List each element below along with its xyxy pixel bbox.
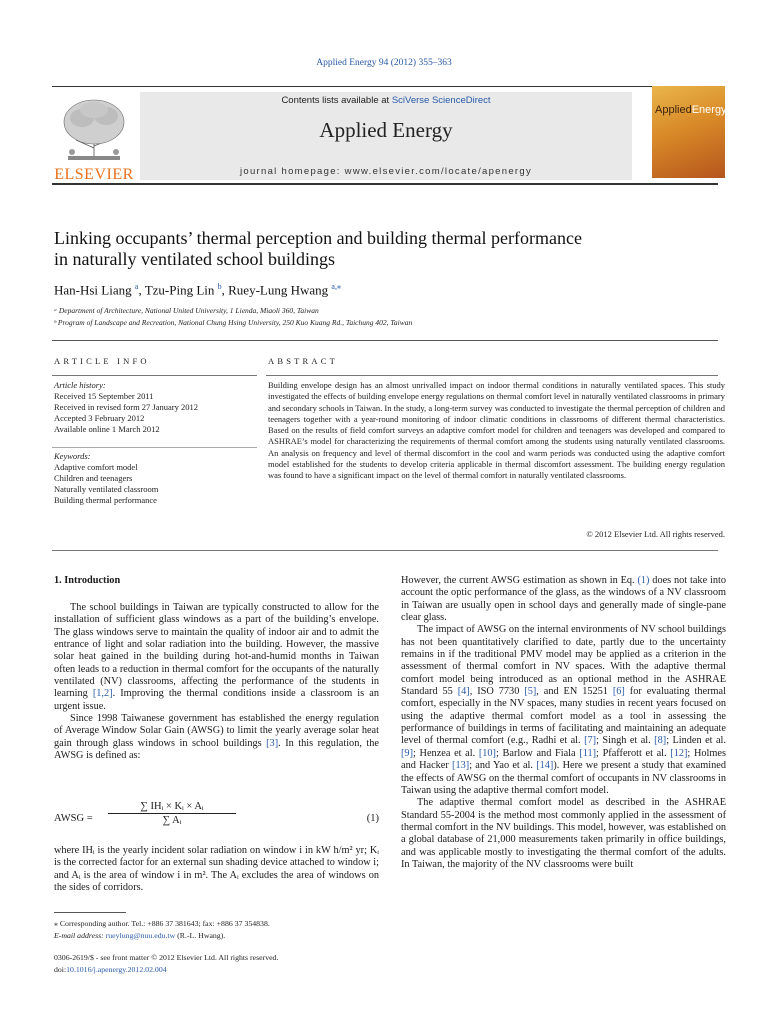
email-footnote <box>54 930 379 942</box>
author-name[interactable]: Ruey-Lung Hwang <box>228 282 329 298</box>
email-label: E-mail address: <box>54 931 106 940</box>
citation-link[interactable]: [14] <box>536 760 554 772</box>
keyword: Naturally ventilated classroom <box>54 484 159 494</box>
corresponding-author-footnote: ⁎ Corresponding author. Tel.: +886 37 381643; fax: +886 37 354838. <box>54 919 270 928</box>
paragraph: The adaptive thermal comfort model as described in the ASHRAE Standard 55-2004 is the method most commonly applied in the assessment of thermal comfort in the NV buildings. This model, however, was established on a global database of 21,000 measurements taken primarily in office buildings, and was applicable mostly to investigating the thermal comfort of the adults. In Taiwan, the majority of the NV classrooms were built <box>401 797 726 870</box>
equation-link[interactable]: (1) <box>637 575 650 586</box>
contents-availability <box>140 95 632 106</box>
equation-number: (1) <box>366 813 379 824</box>
paragraph-text: , and EN 15251 <box>536 686 613 698</box>
history-item: Received in revised form 27 January 2012 <box>54 402 198 412</box>
title-line-2: in naturally ventilated school buildings <box>54 249 335 269</box>
affiliation-a: ᵃ Department of Architecture, National United University, 1 Lienda, Miaoli 360, Taiwan <box>54 306 319 315</box>
paragraph-text: for evaluating thermal comfort, especially in the NV spaces, many studies in recent years focused on using the adaptive thermal comfort model as a tool in assessing the performance of buildings in terms of facilitating and maintaining an adequate level of thermal comfort (e.g., Radhi et al. <box>401 686 726 747</box>
equation-lhs: AWSG = <box>54 813 93 824</box>
paragraph-text: ; Henzea et al. <box>413 747 479 759</box>
paragraph-text: The impact of AWSG on the internal environments of NV school buildings has not been quantitatively clarified to date, partly due to the uncertainty remains in if the traditional PMV model may be applied as a criterion in the assessment of thermal comfort in NV spaces. With the adaptive thermal comfort model being introduced as an optional method in the ASHRAE Standard 55 <box>401 624 726 698</box>
issn-line: 0306-2619/$ - see front matter © 2012 Elsevier Ltd. All rights reserved. <box>54 953 279 962</box>
elsevier-wordmark: ELSEVIER <box>54 166 134 183</box>
article-title <box>54 228 714 270</box>
citation-link[interactable]: [9] <box>401 747 414 759</box>
journal-homepage[interactable]: journal homepage: www.elsevier.com/locate/apenergy <box>239 166 533 177</box>
paragraph-text: However, the current AWSG estimation as shown in Eq. <box>401 575 638 586</box>
author-affiliation-marker[interactable]: a,⁎ <box>331 282 341 291</box>
citation-link[interactable]: [3] <box>266 737 279 749</box>
author-list: Han-Hsi Liang $^a$, Tzu-Ping Lin $^b$, Ruey-Lung Hwang $^{a,⁎}$ <box>54 282 341 298</box>
author-affiliation-marker[interactable]: a <box>134 282 139 291</box>
left-column-text <box>54 602 379 762</box>
keyword: Children and teenagers <box>54 473 133 483</box>
paragraph <box>401 624 726 797</box>
journal-cover-image <box>652 86 725 178</box>
citation-link[interactable]: [1,2] <box>92 688 113 700</box>
paragraph-text: . In this regulation, the AWSG is defined as: <box>54 737 379 762</box>
history-item: Available online 1 March 2012 <box>54 424 160 434</box>
paragraph-text: The school buildings in Taiwan are typically constructed to allow for the installation of sufficient glass windows as a part of the building’s envelope. The glass windows serve to maintain the quality of indoor air and to admit the entrance of light and solar radiation into the building. However, the massive solar heat gained in the building during hot-and-humid months in Taiwan often leads to a reduction in thermal comfort for the occupants of the naturally ventilated (NV) classrooms, affecting the performance of the students in learning <box>54 602 379 700</box>
citation-link[interactable]: [4] <box>457 686 470 698</box>
email-suffix: (R.-L. Hwang). <box>175 931 226 940</box>
citation-link[interactable]: [11] <box>579 747 597 759</box>
left-column-text-2 <box>54 845 379 894</box>
citation-link[interactable]: [7] <box>584 735 597 747</box>
header-rule-bottom <box>52 183 718 185</box>
paragraph-text: ; Singh et al. <box>596 735 655 747</box>
keywords-rule <box>52 447 257 448</box>
history-label: Article history: <box>54 380 106 390</box>
title-line-1: Linking occupants’ thermal perception and building thermal performance <box>54 228 582 248</box>
equation-numerator: ∑ IHᵢ × Kᵢ × Aᵢ <box>140 801 204 812</box>
author-name[interactable]: Tzu-Ping Lin <box>144 282 215 298</box>
keyword: Adaptive comfort model <box>54 462 138 472</box>
body-divider <box>52 550 718 551</box>
paragraph-text: ). Here we present a study that examined the effects of AWSG on the thermal comfort of occupants in NV classrooms in Taiwan using the adaptive thermal comfort model. <box>401 760 726 796</box>
paragraph-text: ; Holmes and Hacker <box>401 747 726 772</box>
equation-denominator: ∑ Aᵢ <box>162 815 182 826</box>
equation-awsg <box>54 801 379 841</box>
abstract-text: Building envelope design has an almost unrivalled impact on indoor thermal conditions in naturally ventilated spaces. This study investigated the effects of building envelope energy regulations on thermal comfort level in naturally ventilated classrooms in primary and secondary schools in Taiwan. In the study, a long-term survey was conducted to investigate the thermal perception of children and teenagers together with a year-round monitoring of indoor climatic conditions in classrooms of different thermal characteristics. Based on the results of field comfort surveys an adaptive comfort model for children and teenagers was developed and compared to ASHRAE’s model for characterizing the requirements of thermal comfort among the students using naturally ventilated classrooms. An analysis on frequency and level of thermal discomfort in the cool and warm periods was conducted using the adaptive comfort model established for the students to develop criteria applicable in thermal discomfort assessment. The building energy regulation was found to have a significant impact on the level of thermal comfort in naturally ventilated classrooms. <box>268 380 725 481</box>
paragraph: where IHᵢ is the yearly incident solar radiation on window i in kW h/m² yr; Kᵢ is the corrected factor for an external sun shading device attached to window i; and Aᵢ is the area of window i in m². The Aᵢ excludes the area of windows on the sides of corridors. <box>54 845 379 894</box>
header-rule-top <box>52 86 718 87</box>
citation-link[interactable]: [12] <box>670 747 688 759</box>
affiliation-b: ᵇ Program of Landscape and Recreation, National Chung Hsing University, 250 Kuo Kuang Rd., Taichung 402, Taiwan <box>54 318 413 327</box>
paragraph <box>401 575 726 624</box>
paragraph-text: ; Linden et al. <box>666 735 726 747</box>
history-item: Accepted 3 February 2012 <box>54 413 145 423</box>
paragraph-text: does not take into account the optic performance of the glass, as the windows of a NV classroom in Taiwan are usually open in school days and generally made of single-pane clear glass. <box>401 575 726 624</box>
journal-name: Applied Energy <box>319 118 453 142</box>
paragraph-text: , ISO 7730 <box>469 686 525 698</box>
journal-citation-link[interactable]: Applied Energy 94 (2012) 355–363 <box>316 58 452 68</box>
title-divider <box>52 340 718 341</box>
keyword: Building thermal performance <box>54 495 157 505</box>
paragraph-text: ; Barlow and Fiala <box>495 747 580 759</box>
citation-link[interactable]: [8] <box>654 735 667 747</box>
email-link[interactable]: rueylung@nuu.edu.tw <box>105 931 176 940</box>
doi-link[interactable]: 10.1016/j.apenergy.2012.02.004 <box>66 965 167 974</box>
cover-title-applied: Applied <box>655 104 692 116</box>
paragraph-text: ; and Yao et al. <box>469 760 537 772</box>
footnote-rule <box>54 912 126 913</box>
sciencedirect-link[interactable]: SciVerse ScienceDirect <box>391 95 491 106</box>
article-info-rule <box>52 375 257 376</box>
right-column-text <box>401 575 726 871</box>
citation-link[interactable]: [6] <box>612 686 625 698</box>
citation-link[interactable]: [5] <box>524 686 537 698</box>
citation-link[interactable]: [13] <box>452 760 470 772</box>
cover-title <box>655 104 725 116</box>
equation-fraction <box>108 801 236 826</box>
paragraph <box>54 602 379 713</box>
section-heading-introduction: 1. Introduction <box>54 575 121 586</box>
abstract-rule <box>266 375 718 376</box>
paragraph-text: ; Pfafferott et al. <box>596 747 671 759</box>
doi-prefix: doi: <box>54 965 67 974</box>
contents-prefix: Contents lists available at <box>281 95 392 106</box>
cover-title-energy: Energy <box>691 104 727 116</box>
citation-link[interactable]: [10] <box>478 747 496 759</box>
doi-line <box>54 964 379 976</box>
history-item: Received 15 September 2011 <box>54 391 154 401</box>
keywords-label: Keywords: <box>54 451 91 461</box>
paragraph-text: Since 1998 Taiwanese government has established the energy regulation of Average Window Solar Gain (AWSG) to limit the yearly average solar heat gain through glass windows in school buildings <box>54 713 379 749</box>
abstract-copyright: © 2012 Elsevier Ltd. All rights reserved. <box>586 529 725 539</box>
author-affiliation-marker[interactable]: b <box>217 282 222 291</box>
paragraph-text: . Improving the thermal conditions inside a classroom is an urgent issue. <box>54 688 379 712</box>
author-name[interactable]: Han-Hsi Liang <box>54 282 132 298</box>
abstract-heading: ABSTRACT <box>268 356 338 366</box>
paragraph <box>54 713 379 762</box>
article-info-heading: ARTICLE INFO <box>54 356 150 366</box>
